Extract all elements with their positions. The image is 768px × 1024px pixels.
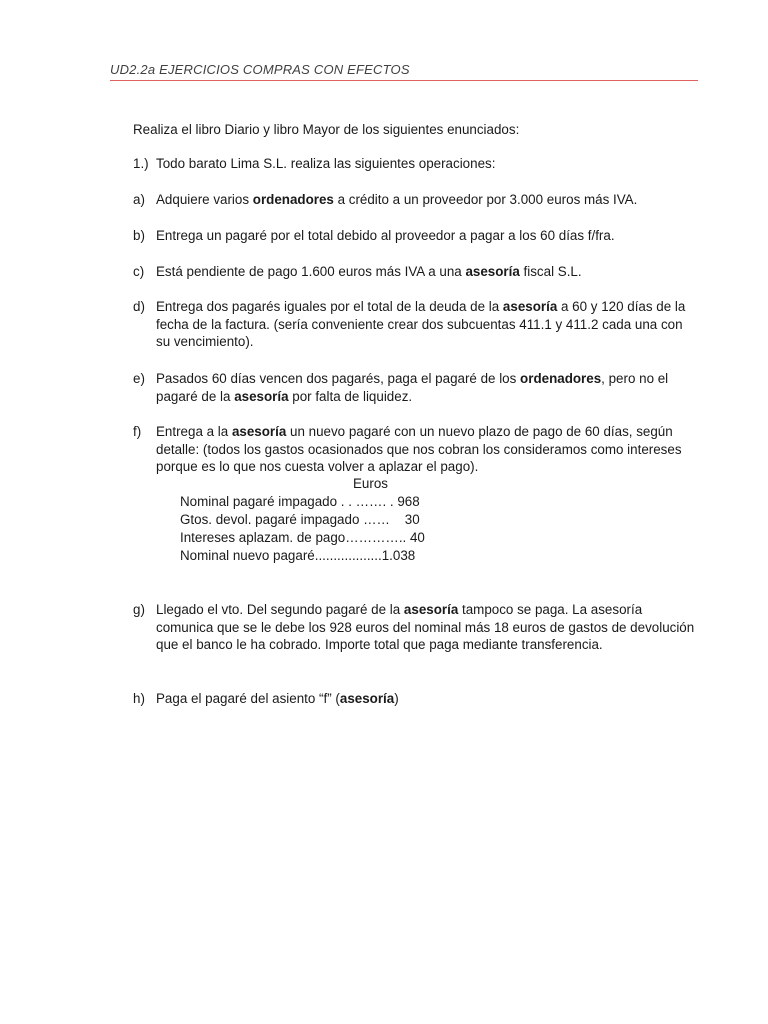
item-b-marker: b) (133, 228, 145, 243)
intro-paragraph: Realiza el libro Diario y libro Mayor de los siguientes enunciados: (133, 122, 520, 137)
item-f-marker: f) (133, 424, 142, 439)
exercise-text: Todo barato Lima S.L. realiza las siguientes operaciones: (156, 156, 496, 171)
item-d-text: Entrega dos pagarés iguales por el total de la deuda de la asesoría a 60 y 120 días de la fecha de la factura. (sería conveniente crear dos subcuentas 411.1 y 411.2 cada una con su vencimiento). (156, 299, 686, 350)
item-e-text: Pasados 60 días vencen dos pagarés, paga el pagaré de los ordenadores, pero no el pagaré de la asesoría por falta de liquidez. (156, 371, 669, 404)
detail-line: Gtos. devol. pagaré impagado …… 30 (180, 512, 420, 527)
item-g-text: Llegado el vto. Del segundo pagaré de la asesoría tampoco se paga. La asesoría comunica que se le debe los 928 euros del nominal más 18 euros de gastos de devolución que el banco le ha cobrado. Importe total que paga mediante transferencia. (156, 602, 695, 653)
item-g-marker: g) (133, 602, 145, 617)
item-c-text: Está pendiente de pago 1.600 euros más IVA a una asesoría fiscal S.L. (156, 264, 582, 279)
detail-heading: Euros (353, 476, 388, 491)
detail-line: Nominal pagaré impagado . . ……. . 968 (180, 494, 420, 509)
item-a-marker: a) (133, 192, 145, 207)
detail-line: Intereses aplazam. de pago………….. 40 (180, 530, 425, 545)
page-header-title: UD2.2a EJERCICIOS COMPRAS CON EFECTOS (110, 62, 410, 77)
item-b-text: Entrega un pagaré por el total debido al proveedor a pagar a los 60 días f/fra. (156, 228, 615, 243)
exercise-marker: 1.) (133, 156, 149, 171)
item-c-marker: c) (133, 264, 145, 279)
item-d-marker: d) (133, 299, 145, 314)
item-h-text: Paga el pagaré del asiento “f” (asesoría) (156, 691, 399, 706)
item-h-marker: h) (133, 691, 145, 706)
item-f-text: Entrega a la asesoría un nuevo pagaré con un nuevo plazo de pago de 60 días, según detalle: (todos los gastos ocasionados que nos cobran los consideramos como intereses porque es lo que nos cuesta volver a aplazar el pago). (156, 424, 682, 475)
item-e-marker: e) (133, 371, 145, 386)
item-a-text: Adquiere varios ordenadores a crédito a un proveedor por 3.000 euros más IVA. (156, 192, 638, 207)
detail-line: Nominal nuevo pagaré..................1.038 (180, 548, 416, 563)
header-divider (110, 80, 698, 81)
